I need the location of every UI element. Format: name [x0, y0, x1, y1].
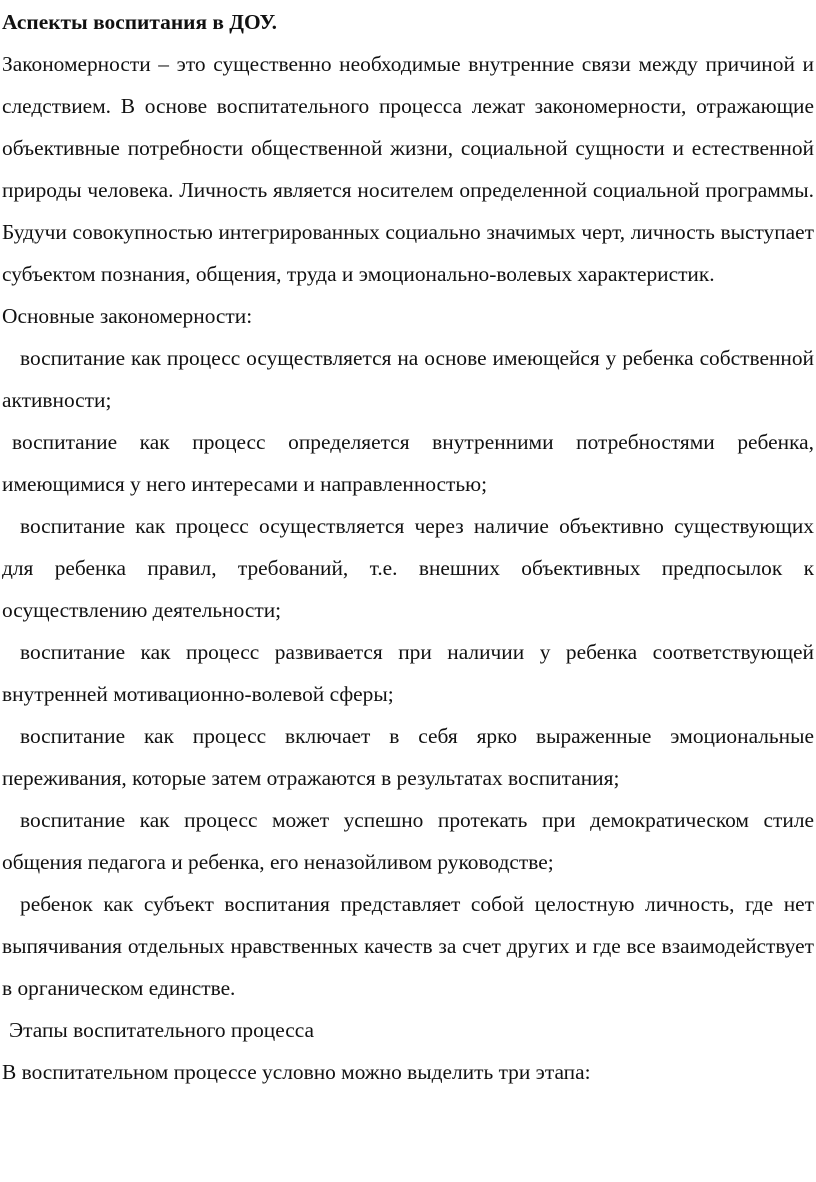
- list-item: воспитание как процесс развивается при наличии у ребенка соответствующей внутренней мотивационно-волевой сферы;: [2, 640, 814, 706]
- list-item: воспитание как процесс может успешно протекать при демократическом стиле общения педагога и ребенка, его неназойливом руководстве;: [2, 808, 814, 874]
- section-heading: Этапы воспитательного процесса: [9, 1018, 314, 1042]
- closing-paragraph: В воспитательном процессе условно можно выделить три этапа:: [2, 1060, 591, 1084]
- list-heading: Основные закономерности:: [2, 304, 253, 328]
- list-item: воспитание как процесс осуществляется на основе имеющейся у ребенка собственной активности;: [2, 346, 814, 412]
- intro-paragraph: Закономерности – это существенно необходимые внутренние связи между причиной и следствием. В основе воспитательного процесса лежат закономерности, отражающие объективные потребности общественной жизни, социальной сущности и естественной природы человека. Личность является носителем определенной социальной программы. Будучи совокупностью интегрированных социально значимых черт, личность выступает субъектом познания, общения, труда и эмоционально-волевых характеристик.: [2, 52, 814, 286]
- document-title: Аспекты воспитания в ДОУ.: [2, 10, 277, 34]
- list-item: воспитание как процесс осуществляется через наличие объективно существующих для ребенка правил, требований, т.е. внешних объективных предпосылок к осуществлению деятельности;: [2, 514, 814, 622]
- list-item: ребенок как субъект воспитания представляет собой целостную личность, где нет выпячивания отдельных нравственных качеств за счет других и где все взаимодействует в органическом единстве.: [2, 892, 814, 1000]
- list-item: воспитание как процесс определяется внутренними потребностями ребенка, имеющимися у него интересами и направленностью;: [2, 430, 814, 496]
- list-item: воспитание как процесс включает в себя ярко выраженные эмоциональные переживания, которые затем отражаются в результатах воспитания;: [2, 724, 814, 790]
